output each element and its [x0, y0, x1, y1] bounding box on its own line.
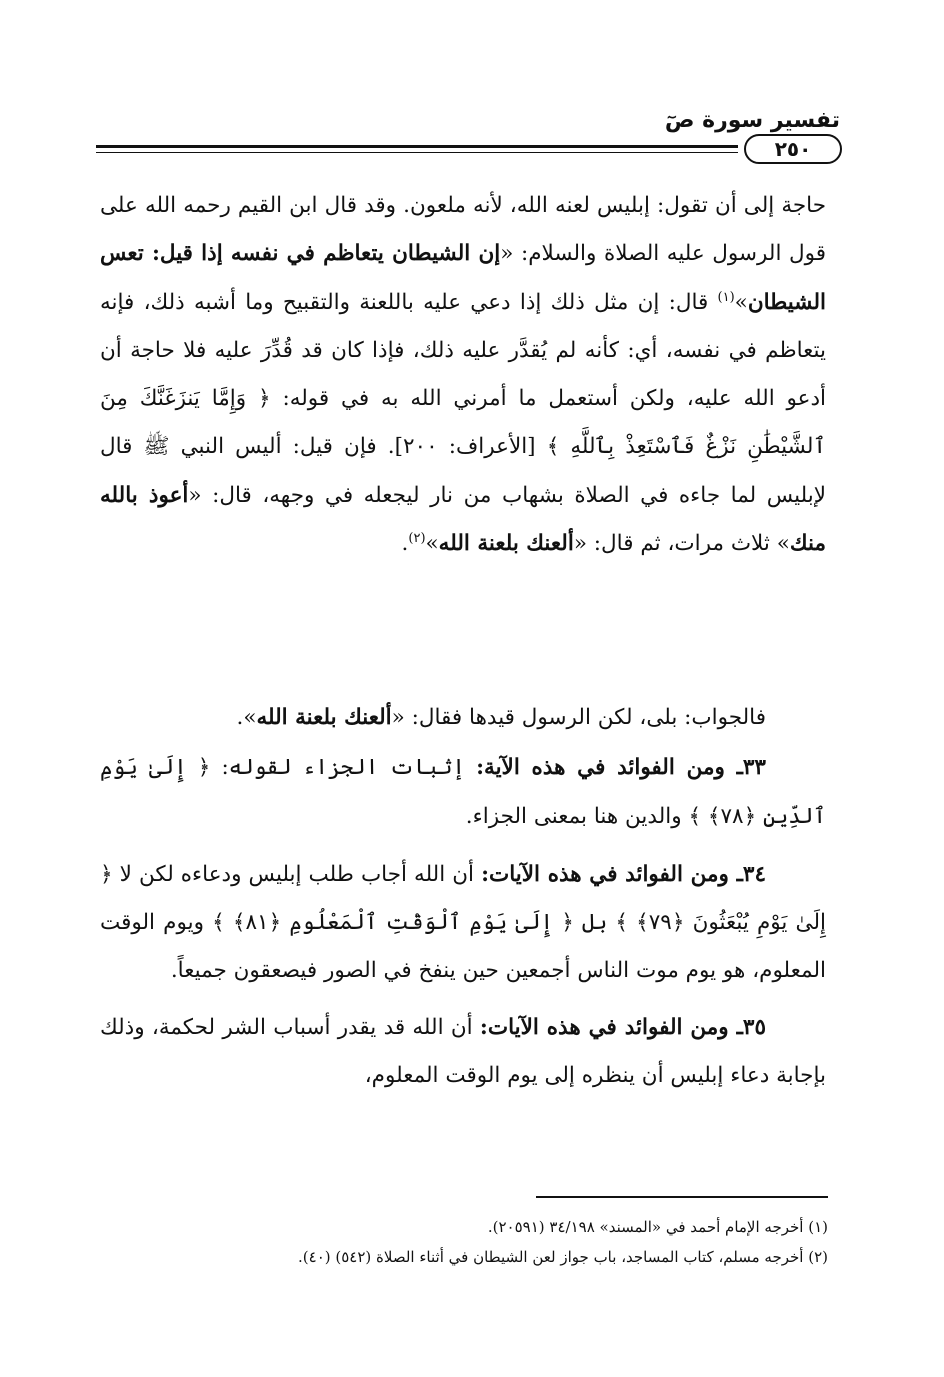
- text-run: بل: [573, 910, 616, 936]
- benefit-heading: ٣٣ـ ومن الفوائد في هذه الآية:: [476, 755, 766, 781]
- text-run: » ثلاث مرات، ثم قال: «: [573, 531, 790, 557]
- footnote-separator: [536, 1196, 828, 1198]
- quran-verse: ﴿ إِلَىٰ يَوْمِ ٱلدِّينِ ﴿٧٨﴾ ﴾: [100, 755, 826, 829]
- running-title: تفسير سورة صٓ: [664, 108, 840, 133]
- text-run: أن الله أجاب طلب إبليس ودعاءه لكن لا: [112, 861, 482, 887]
- header-rule-thin: [96, 152, 738, 153]
- paragraph-1: [100, 182, 826, 682]
- quran-verse: ﴿ إِلَىٰ يَوْمِ ٱلْوَقْتِ ٱلْمَعْلُومِ ﴿٨١﴾ ﴾: [212, 910, 574, 936]
- text-run: حاجة إلى أن تقول: إبليس لعنه الله، لأنه ملعون. وقد قال ابن القيم رحمه الله على قول الرسول عليه الصلاة والسلام: «: [100, 193, 826, 267]
- quran-verse: ﴿ وَإِمَّا يَنزَغَنَّكَ مِنَ ٱلشَّيْطَٰنِ نَزْغٌ فَٱسْتَعِذْ بِٱللَّهِ ﴾: [100, 386, 826, 460]
- text-run: فالجواب: بلى، لكن الرسول قيدها فقال: «: [391, 705, 766, 730]
- text-run: .: [401, 531, 409, 557]
- text-run: [الأعراف: ٢٠٠]. فإن قيل: أليس النبي ﷺ قال لإبليس لما جاءه في الصلاة بشهاب من نار ليجعله في وجهه، قال: «: [100, 434, 827, 508]
- paragraph-2: [100, 694, 826, 742]
- benefit-heading: ٣٤ـ ومن الفوائد في هذه الآيات:: [481, 861, 766, 887]
- paragraph-benefit-34: [100, 851, 826, 996]
- header-rule-thick: [96, 145, 738, 148]
- text-run: إثبات الجزاء لقوله:: [210, 755, 477, 781]
- footnote-1: (١) أخرجه الإمام أحمد في «المسند» ٣٤/١٩٨ (٢٠٥٩١).: [487, 1218, 828, 1236]
- body-text: [100, 182, 826, 1100]
- text-run: أن الله قد يقدر أسباب الشر لحكمة، وذلك بإجابة دعاء إبليس أن ينظره إلى يوم الوقت المعلوم،: [100, 1014, 826, 1089]
- text-run: »: [734, 289, 748, 315]
- hadith-quote-bold: أعوذ بالله منك: [100, 482, 826, 557]
- text-run: والدين هنا بمعنى الجزاء.: [465, 803, 689, 829]
- page-number-badge: [744, 134, 842, 164]
- benefit-heading: ٣٥ـ ومن الفوائد في هذه الآيات:: [479, 1014, 766, 1040]
- footnotes: [100, 1212, 828, 1272]
- hadith-quote-bold: إن الشيطان يتعاظم في نفسه إذا قيل: تعس الشيطان: [100, 241, 826, 315]
- hadith-quote-bold: ألعنك بلعنة الله: [438, 531, 574, 557]
- paragraph-benefit-35: [100, 1004, 826, 1101]
- footnote-ref-1: (١): [717, 289, 735, 305]
- text-run: ويوم الوقت المعلوم، هو يوم موت الناس أجمعين حين ينفخ في الصور فيصعقون جميعاً.: [100, 910, 826, 984]
- text-run: »: [425, 531, 439, 557]
- footnote-ref-2: (٢): [408, 530, 426, 546]
- quran-verse: ﴿ إِلَىٰ يَوْمِ يُبْعَثُونَ ﴿٧٩﴾ ﴾: [100, 861, 826, 936]
- footnote-2: (٢) أخرجه مسلم، كتاب المساجد، باب جواز لعن الشيطان في أثناء الصلاة (٥٤٢) (٤٠).: [298, 1248, 828, 1266]
- page-number: ٢٥٠: [774, 137, 812, 161]
- paragraph-benefit-33: [100, 744, 826, 841]
- page-header: [96, 104, 842, 161]
- text-run: قال: إن مثل ذلك إذا دعي عليه باللعنة والتقبيح وما أشبه ذلك، فإنه يتعاظم في نفسه، أي: كأنه لم يُقدَّر عليه ذلك، فإذا كان قد قُدِّرَ عليه فلا حاجة أن أدعو الله عليه، ولكن أستعمل ما أمرني الله به في قوله:: [100, 289, 827, 412]
- hadith-quote-bold: ألعنك بلعنة الله: [256, 705, 392, 730]
- text-run: ».: [236, 705, 257, 730]
